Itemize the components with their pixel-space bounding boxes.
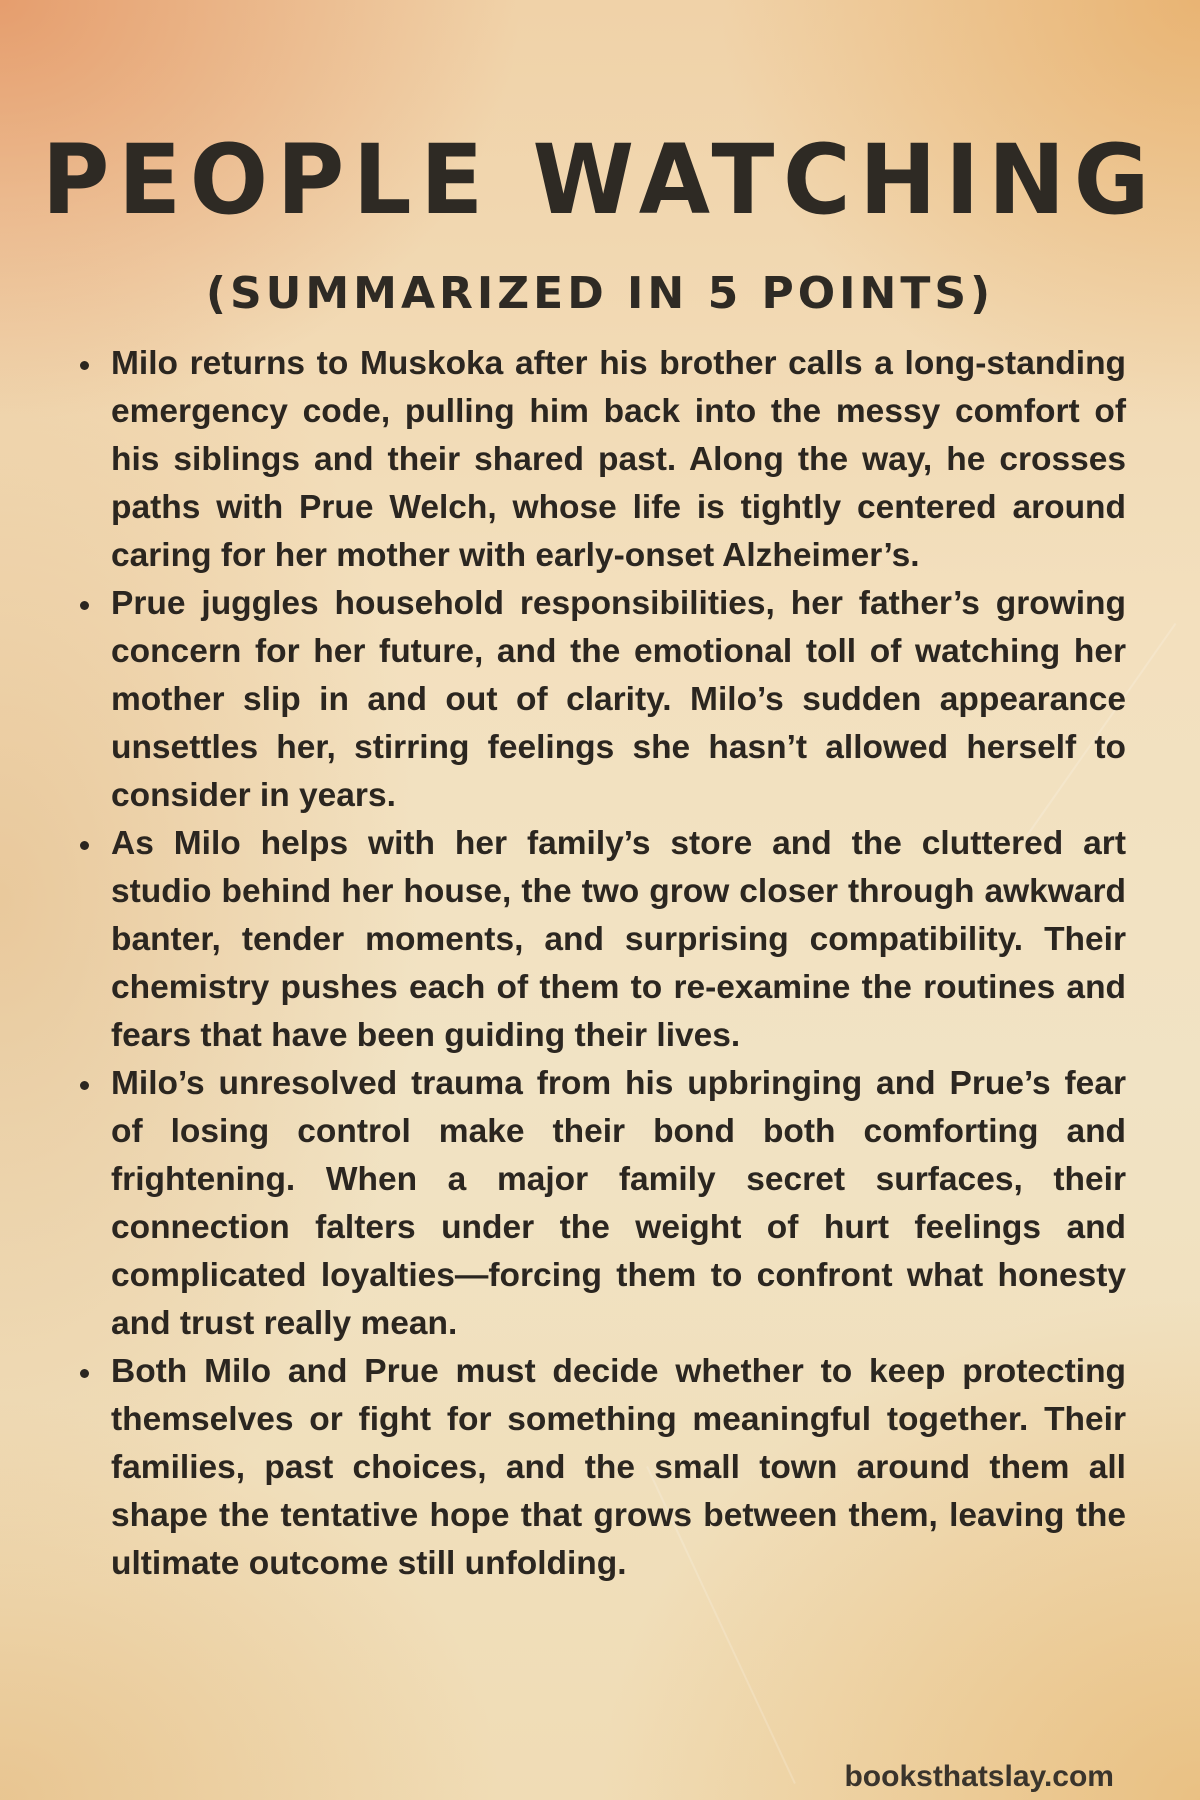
page-title: PEOPLE WATCHING: [41, 124, 1159, 237]
summary-points-list: [78, 340, 1126, 1588]
summary-point-text: Milo returns to Muskoka after his brother calls a long-standing emergency code, pulling him back into the messy comfort of his siblings and their shared past. Along the way, he crosses paths with Prue Welch, whose life is tightly centered around caring for her mother with early-onset Alzheimer’s.: [111, 345, 1126, 574]
bullet-icon: [80, 361, 89, 370]
summary-point: [78, 340, 1126, 580]
summary-point-text: As Milo helps with her family’s store and the cluttered art studio behind her house, the two grow closer through awkward banter, tender moments, and surprising compatibility. Their chemistry pushes each of them to re-examine the routines and fears that have been guiding their lives.: [111, 825, 1126, 1054]
page-subtitle: (SUMMARIZED IN 5 POINTS): [205, 267, 995, 319]
bullet-icon: [80, 1081, 89, 1090]
bullet-icon: [80, 841, 89, 850]
source-watermark: booksthatslay.com: [844, 1760, 1114, 1793]
summary-point: [78, 820, 1126, 1060]
summary-point: [78, 580, 1126, 820]
summary-point: [78, 1060, 1126, 1348]
bullet-icon: [80, 1369, 89, 1378]
bullet-icon: [80, 601, 89, 610]
summary-point: [78, 1348, 1126, 1588]
summary-point-text: Milo’s unresolved trauma from his upbringing and Prue’s fear of losing control make their bond both comforting and frightening. When a major family secret surfaces, their connection falters under the weight of hurt feelings and complicated loyalties—forcing them to confront what honesty and trust really mean.: [111, 1065, 1126, 1342]
summary-point-text: Prue juggles household responsibilities, her father’s growing concern for her future, and the emotional toll of watching her mother slip in and out of clarity. Milo’s sudden appearance unsettles her, stirring feelings she hasn’t allowed herself to consider in years.: [111, 585, 1126, 814]
summary-point-text: Both Milo and Prue must decide whether to keep protecting themselves or fight for something meaningful together. Their families, past choices, and the small town around them all shape the tentative hope that grows between them, leaving the ultimate outcome still unfolding.: [111, 1353, 1126, 1582]
